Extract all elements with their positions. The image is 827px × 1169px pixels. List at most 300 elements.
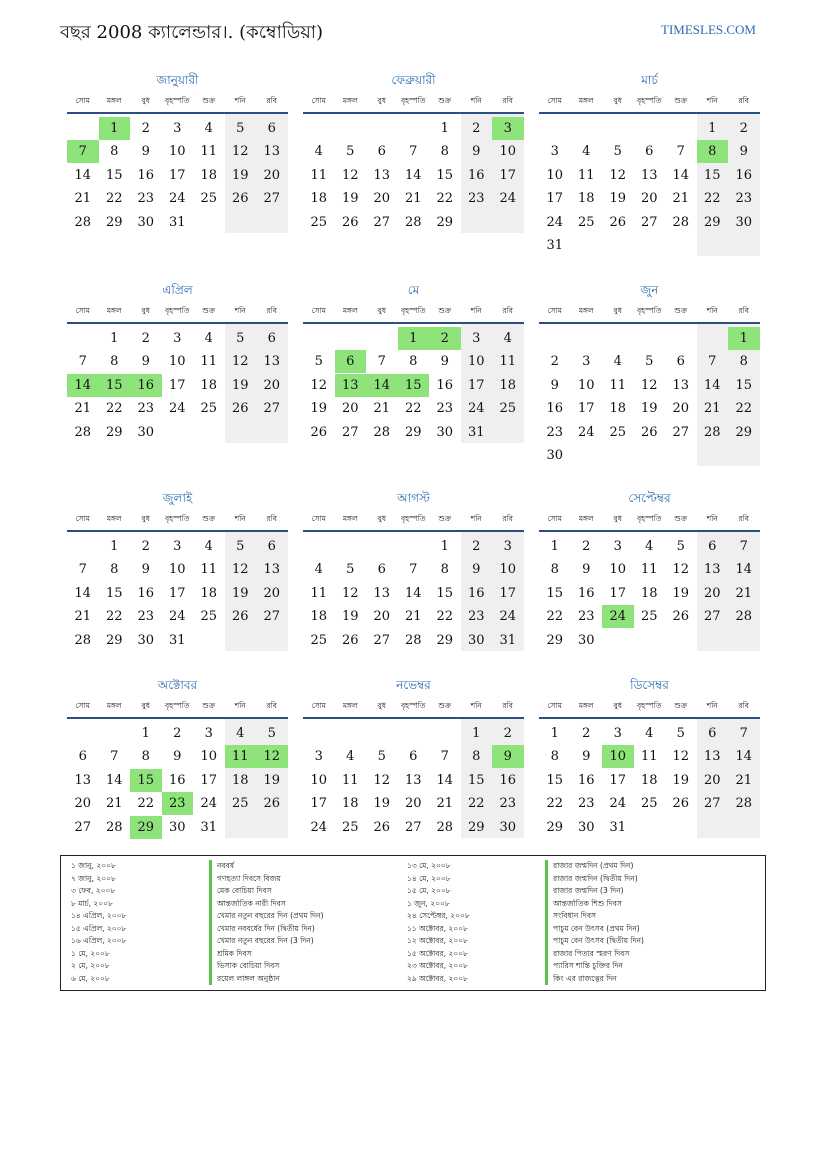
- holiday-date: ২ মে, ২০০৮: [71, 961, 110, 970]
- day-cell: 30: [735, 214, 753, 230]
- weekday-label: সোম: [311, 96, 326, 105]
- holiday-day-cell: 15: [99, 374, 131, 397]
- holiday-legend: [60, 855, 766, 991]
- weekday-label: বুধ: [141, 96, 150, 105]
- day-cell: 24: [609, 796, 627, 812]
- day-cell: 9: [141, 562, 150, 578]
- weekday-label: সোম: [75, 514, 90, 523]
- weekday-label: রবি: [502, 96, 513, 105]
- weekday-label: বৃহস্পতি: [401, 701, 426, 710]
- holiday-row: [71, 948, 411, 961]
- holiday-day-cell: 9: [492, 745, 524, 768]
- day-cell: 20: [263, 585, 281, 601]
- weekday-header: [303, 306, 524, 320]
- day-cell: 16: [467, 585, 485, 601]
- day-cell: 2: [141, 331, 150, 346]
- holiday-date: ২৩ অক্টোবর, ২০০৮: [407, 961, 468, 970]
- day-cell: 25: [200, 401, 218, 417]
- day-cell: 10: [499, 562, 517, 578]
- day-cell: 3: [173, 121, 182, 136]
- day-cell: 18: [200, 377, 218, 393]
- month-block: [303, 677, 524, 867]
- holiday-legend-left: [71, 860, 401, 988]
- day-cell: 27: [703, 609, 721, 625]
- month-block: [303, 490, 524, 680]
- day-cell: 22: [137, 796, 155, 812]
- weekday-label: বৃহস্পতি: [637, 306, 662, 315]
- day-cell: 9: [472, 562, 481, 578]
- weekday-label: মঙ্গল: [342, 96, 358, 105]
- day-cell: 6: [267, 331, 276, 346]
- holiday-row: [407, 973, 747, 986]
- day-cell: 3: [613, 726, 622, 741]
- holiday-day-cell: 8: [697, 140, 729, 163]
- day-cell: 15: [467, 772, 485, 788]
- day-cell: 19: [263, 772, 281, 788]
- day-cell: 19: [640, 401, 658, 417]
- weekday-header: [303, 514, 524, 528]
- day-cell: 28: [735, 609, 753, 625]
- holiday-name: খেমার নতুন বছরের দিন (প্রথম দিন): [209, 910, 397, 923]
- day-cell: 18: [200, 167, 218, 183]
- day-cell: 28: [105, 819, 123, 835]
- day-cell: 2: [472, 539, 481, 554]
- day-cell: 14: [74, 167, 92, 183]
- day-cell: 8: [472, 749, 481, 765]
- holiday-day-cell: 2: [429, 327, 461, 350]
- holiday-day-cell: 12: [256, 745, 288, 768]
- day-cell: 20: [404, 796, 422, 812]
- day-cell: 25: [310, 214, 328, 230]
- month-name: অক্টোবর: [157, 678, 198, 692]
- day-cell: 3: [314, 749, 323, 765]
- weekday-label: বৃহস্পতি: [165, 701, 190, 710]
- holiday-day-cell: 1: [99, 117, 131, 140]
- day-cell: 6: [267, 539, 276, 554]
- day-cell: 21: [404, 609, 422, 625]
- holiday-day-cell: 16: [130, 374, 162, 397]
- day-cell: 27: [373, 214, 391, 230]
- holiday-row: [407, 935, 747, 948]
- day-cell: 21: [373, 401, 391, 417]
- day-cell: 11: [341, 772, 359, 788]
- day-cell: 30: [436, 424, 454, 440]
- weekday-label: রবি: [266, 96, 277, 105]
- weekday-label: রবি: [266, 514, 277, 523]
- weekday-header: [539, 306, 760, 320]
- day-cell: 25: [499, 401, 517, 417]
- day-cell: 29: [735, 424, 753, 440]
- weekday-label: শনি: [234, 96, 246, 105]
- day-cell: 15: [546, 772, 564, 788]
- day-cell: 9: [472, 144, 481, 160]
- weekday-label: মঙ্গল: [342, 701, 358, 710]
- day-cell: 4: [236, 726, 245, 741]
- day-cell: 10: [609, 562, 627, 578]
- day-cell: 3: [503, 539, 512, 554]
- holiday-date: ১ মে, ২০০৮: [71, 948, 110, 958]
- day-cell: 29: [436, 632, 454, 648]
- day-cell: 4: [314, 144, 323, 160]
- day-cell: 6: [409, 749, 418, 765]
- day-cell: 25: [640, 796, 658, 812]
- holiday-row: [407, 910, 747, 923]
- day-cell: 3: [173, 331, 182, 346]
- holiday-date: ১২ অক্টোবর, ২০০৮: [407, 936, 468, 945]
- weekday-label: শুক্র: [202, 96, 216, 105]
- month-block: [539, 490, 760, 680]
- weekday-label: মঙ্গল: [106, 96, 122, 105]
- day-cell: 20: [373, 609, 391, 625]
- day-cell: 13: [703, 749, 721, 765]
- day-cell: 30: [137, 632, 155, 648]
- day-cell: 27: [263, 191, 281, 207]
- month-name: নভেম্বর: [396, 678, 431, 692]
- day-cell: 4: [582, 144, 591, 160]
- month-block: [539, 282, 760, 472]
- day-cell: 26: [609, 214, 627, 230]
- day-cell: 28: [74, 424, 92, 440]
- day-cell: 27: [341, 424, 359, 440]
- day-cell: 21: [672, 191, 690, 207]
- holiday-date: ১৫ মে, ২০০৮: [407, 886, 451, 895]
- weekday-label: রবি: [502, 306, 513, 315]
- holiday-row: [71, 923, 411, 936]
- day-cell: 19: [609, 191, 627, 207]
- weekday-label: সোম: [311, 701, 326, 710]
- day-cell: 28: [703, 424, 721, 440]
- day-cell: 2: [582, 539, 591, 554]
- day-cell: 16: [735, 167, 753, 183]
- day-cell: 3: [204, 726, 213, 741]
- weekday-label: মঙ্গল: [578, 514, 594, 523]
- day-cell: 3: [472, 331, 481, 346]
- day-cell: 14: [404, 585, 422, 601]
- day-cell: 2: [173, 726, 182, 741]
- weekday-label: সোম: [75, 306, 90, 315]
- day-cell: 29: [404, 424, 422, 440]
- weekday-label: সোম: [547, 306, 562, 315]
- holiday-row: [71, 873, 411, 886]
- holiday-name: আন্তর্জাতিক নারী দিবস: [209, 898, 397, 911]
- day-cell: 6: [267, 121, 276, 136]
- day-cell: 15: [436, 167, 454, 183]
- day-cell: 21: [74, 609, 92, 625]
- day-cell: 28: [672, 214, 690, 230]
- day-cell: 26: [231, 191, 249, 207]
- holiday-row: [71, 973, 411, 986]
- day-cell: 26: [231, 401, 249, 417]
- day-cell: 15: [436, 585, 454, 601]
- weekday-label: শুক্র: [438, 701, 452, 710]
- day-cell: 14: [436, 772, 454, 788]
- day-cell: 11: [609, 377, 627, 393]
- weekday-label: রবি: [738, 306, 749, 315]
- weekday-label: রবি: [738, 96, 749, 105]
- holiday-row: [407, 960, 747, 973]
- weekday-label: শনি: [706, 306, 718, 315]
- day-cell: 18: [310, 609, 328, 625]
- day-cell: 24: [168, 401, 186, 417]
- holiday-name: খেমার নববর্ষের দিন (দ্বিতীয় দিন): [209, 923, 397, 936]
- day-cell: 12: [672, 562, 690, 578]
- weekday-header: [67, 701, 288, 715]
- month-block: [539, 72, 760, 262]
- month-block: [539, 677, 760, 867]
- holiday-day-cell: 1: [728, 327, 760, 350]
- day-cell: 7: [440, 749, 449, 765]
- day-cell: 30: [577, 819, 595, 835]
- day-cell: 9: [550, 377, 559, 393]
- weekday-label: শুক্র: [674, 96, 688, 105]
- holiday-day-cell: 15: [398, 374, 430, 397]
- month-name: আগস্ট: [397, 491, 430, 505]
- day-cell: 4: [346, 749, 355, 765]
- day-cell: 12: [672, 749, 690, 765]
- holiday-day-cell: 7: [67, 140, 99, 163]
- day-cell: 7: [377, 354, 386, 370]
- holiday-day-cell: 13: [335, 374, 367, 397]
- day-cell: 24: [499, 191, 517, 207]
- day-cell: 23: [577, 609, 595, 625]
- day-cell: 10: [310, 772, 328, 788]
- day-cell: 19: [231, 585, 249, 601]
- day-cell: 29: [467, 819, 485, 835]
- weekday-label: সোম: [75, 96, 90, 105]
- day-cell: 14: [105, 772, 123, 788]
- day-cell: 7: [676, 144, 685, 160]
- day-cell: 10: [499, 144, 517, 160]
- holiday-row: [71, 885, 411, 898]
- day-cell: 8: [440, 562, 449, 578]
- day-cell: 23: [546, 424, 564, 440]
- day-cell: 16: [168, 772, 186, 788]
- holiday-date: ১ জুন, ২০০৮: [407, 898, 450, 908]
- weekday-label: রবি: [502, 514, 513, 523]
- day-cell: 17: [168, 167, 186, 183]
- day-cell: 20: [373, 191, 391, 207]
- day-cell: 13: [640, 167, 658, 183]
- day-cell: 26: [231, 609, 249, 625]
- holiday-day-cell: 29: [130, 816, 162, 839]
- weekday-label: বৃহস্পতি: [165, 514, 190, 523]
- day-cell: 17: [609, 585, 627, 601]
- day-cell: 23: [137, 191, 155, 207]
- month-block: [67, 677, 288, 867]
- month-name: মে: [407, 283, 420, 297]
- holiday-name: রাজার জন্মদিন (প্রথম দিন): [545, 860, 733, 873]
- day-cell: 22: [546, 609, 564, 625]
- day-cell: 16: [137, 585, 155, 601]
- day-cell: 1: [550, 539, 559, 554]
- day-cell: 20: [640, 191, 658, 207]
- day-cell: 7: [739, 539, 748, 554]
- month-block: [67, 72, 288, 262]
- holiday-name: কিং এর রাজত্বের দিন: [545, 973, 733, 986]
- holiday-row: [407, 898, 747, 911]
- day-cell: 17: [546, 191, 564, 207]
- day-cell: 8: [739, 354, 748, 370]
- holiday-day-cell: 10: [602, 745, 634, 768]
- day-cell: 30: [467, 632, 485, 648]
- day-cell: 19: [310, 401, 328, 417]
- day-cell: 25: [200, 609, 218, 625]
- day-cell: 22: [436, 609, 454, 625]
- weekday-label: বৃহস্পতি: [165, 96, 190, 105]
- day-cell: 14: [672, 167, 690, 183]
- weekday-label: সোম: [311, 306, 326, 315]
- holiday-row: [407, 948, 747, 961]
- day-cell: 13: [263, 354, 281, 370]
- day-cell: 14: [404, 167, 422, 183]
- weekday-label: বুধ: [377, 701, 386, 710]
- holiday-date: ৮ মার্চ, ২০০৮: [71, 898, 113, 908]
- month-name: জুলাই: [162, 491, 193, 505]
- day-cell: 26: [263, 796, 281, 812]
- day-cell: 23: [735, 191, 753, 207]
- day-cell: 10: [168, 144, 186, 160]
- day-cell: 10: [168, 562, 186, 578]
- day-cell: 8: [110, 354, 119, 370]
- day-cell: 12: [231, 354, 249, 370]
- day-cell: 17: [499, 167, 517, 183]
- day-cell: 1: [472, 726, 481, 741]
- day-cell: 15: [105, 585, 123, 601]
- day-cell: 18: [640, 772, 658, 788]
- day-cell: 19: [341, 609, 359, 625]
- day-cell: 22: [467, 796, 485, 812]
- day-cell: 20: [703, 585, 721, 601]
- day-cell: 9: [440, 354, 449, 370]
- day-cell: 29: [105, 424, 123, 440]
- weekday-label: বুধ: [613, 701, 622, 710]
- day-cell: 31: [499, 632, 517, 648]
- holiday-name: রাজার জন্মদিন (দ্বিতীয় দিন): [545, 873, 733, 886]
- month-name: মার্চ: [641, 73, 658, 87]
- day-cell: 20: [263, 377, 281, 393]
- holiday-name: মেক বোচিয়া দিবস: [209, 885, 397, 898]
- day-cell: 13: [263, 562, 281, 578]
- weekday-label: মঙ্গল: [106, 701, 122, 710]
- day-cell: 6: [78, 749, 87, 765]
- weekday-label: বৃহস্পতি: [165, 306, 190, 315]
- day-cell: 11: [200, 144, 218, 160]
- day-cell: 20: [74, 796, 92, 812]
- day-cell: 26: [672, 609, 690, 625]
- day-cell: 19: [231, 167, 249, 183]
- site-link[interactable]: TIMESLES.COM: [661, 22, 756, 37]
- day-cell: 10: [168, 354, 186, 370]
- weekday-label: শনি: [234, 306, 246, 315]
- day-cell: 8: [440, 144, 449, 160]
- day-cell: 12: [341, 585, 359, 601]
- weekday-label: মঙ্গল: [106, 306, 122, 315]
- day-cell: 27: [263, 401, 281, 417]
- day-cell: 28: [74, 632, 92, 648]
- weekday-label: শনি: [706, 514, 718, 523]
- day-cell: 21: [735, 772, 753, 788]
- day-cell: 3: [173, 539, 182, 554]
- holiday-date: ১১ অক্টোবর, ২০০৮: [407, 923, 468, 933]
- day-cell: 1: [141, 726, 150, 741]
- day-cell: 23: [467, 191, 485, 207]
- day-cell: 18: [577, 191, 595, 207]
- day-cell: 22: [105, 401, 123, 417]
- day-cell: 5: [236, 539, 245, 554]
- day-cell: 11: [640, 562, 658, 578]
- weekday-label: শুক্র: [438, 514, 452, 523]
- day-cell: 4: [314, 562, 323, 578]
- day-cell: 23: [436, 401, 454, 417]
- holiday-day-cell: 6: [335, 350, 367, 373]
- day-cell: 11: [310, 585, 328, 601]
- day-cell: 27: [640, 214, 658, 230]
- weekday-label: বুধ: [613, 96, 622, 105]
- weekday-label: বুধ: [377, 96, 386, 105]
- day-cell: 19: [231, 377, 249, 393]
- day-cell: 14: [735, 749, 753, 765]
- day-cell: 8: [409, 354, 418, 370]
- day-cell: 7: [110, 749, 119, 765]
- day-cell: 21: [105, 796, 123, 812]
- weekday-label: রবি: [738, 701, 749, 710]
- weekday-label: বুধ: [377, 306, 386, 315]
- day-cell: 11: [640, 749, 658, 765]
- day-cell: 2: [472, 121, 481, 136]
- day-cell: 2: [550, 354, 559, 370]
- day-cell: 6: [708, 539, 717, 554]
- weekday-label: শুক্র: [202, 701, 216, 710]
- day-cell: 7: [409, 144, 418, 160]
- day-cell: 4: [645, 539, 654, 554]
- weekday-label: শুক্র: [202, 306, 216, 315]
- day-cell: 21: [735, 585, 753, 601]
- day-cell: 7: [78, 562, 87, 578]
- day-cell: 5: [236, 331, 245, 346]
- day-cell: 28: [74, 214, 92, 230]
- day-cell: 6: [645, 144, 654, 160]
- day-cell: 11: [200, 562, 218, 578]
- weekday-label: বুধ: [613, 514, 622, 523]
- day-cell: 8: [110, 144, 119, 160]
- holiday-row: [407, 923, 747, 936]
- weekday-label: শুক্র: [438, 306, 452, 315]
- day-cell: 13: [703, 562, 721, 578]
- month-name: এপ্রিল: [162, 283, 193, 297]
- weekday-label: বুধ: [141, 306, 150, 315]
- holiday-legend-right: [407, 860, 757, 988]
- holiday-name: পাচুম বেন উৎসব (প্রথম দিন): [545, 923, 733, 936]
- day-cell: 25: [310, 632, 328, 648]
- holiday-day-cell: 24: [602, 605, 634, 628]
- day-cell: 8: [550, 562, 559, 578]
- day-cell: 18: [609, 401, 627, 417]
- day-cell: 12: [231, 144, 249, 160]
- day-cell: 27: [672, 424, 690, 440]
- holiday-name: রাজার জন্মদিন (3 দিন): [545, 885, 733, 898]
- day-cell: 1: [440, 539, 449, 554]
- holiday-date: ৭ জানু, ২০০৮: [71, 873, 116, 883]
- day-cell: 17: [467, 377, 485, 393]
- month-block: [67, 282, 288, 472]
- day-cell: 21: [436, 796, 454, 812]
- day-cell: 9: [141, 144, 150, 160]
- holiday-date: ১৩ মে, ২০০৮: [407, 861, 451, 870]
- day-cell: 6: [377, 562, 386, 578]
- weekday-label: সোম: [311, 514, 326, 523]
- day-cell: 22: [735, 401, 753, 417]
- day-cell: 15: [735, 377, 753, 393]
